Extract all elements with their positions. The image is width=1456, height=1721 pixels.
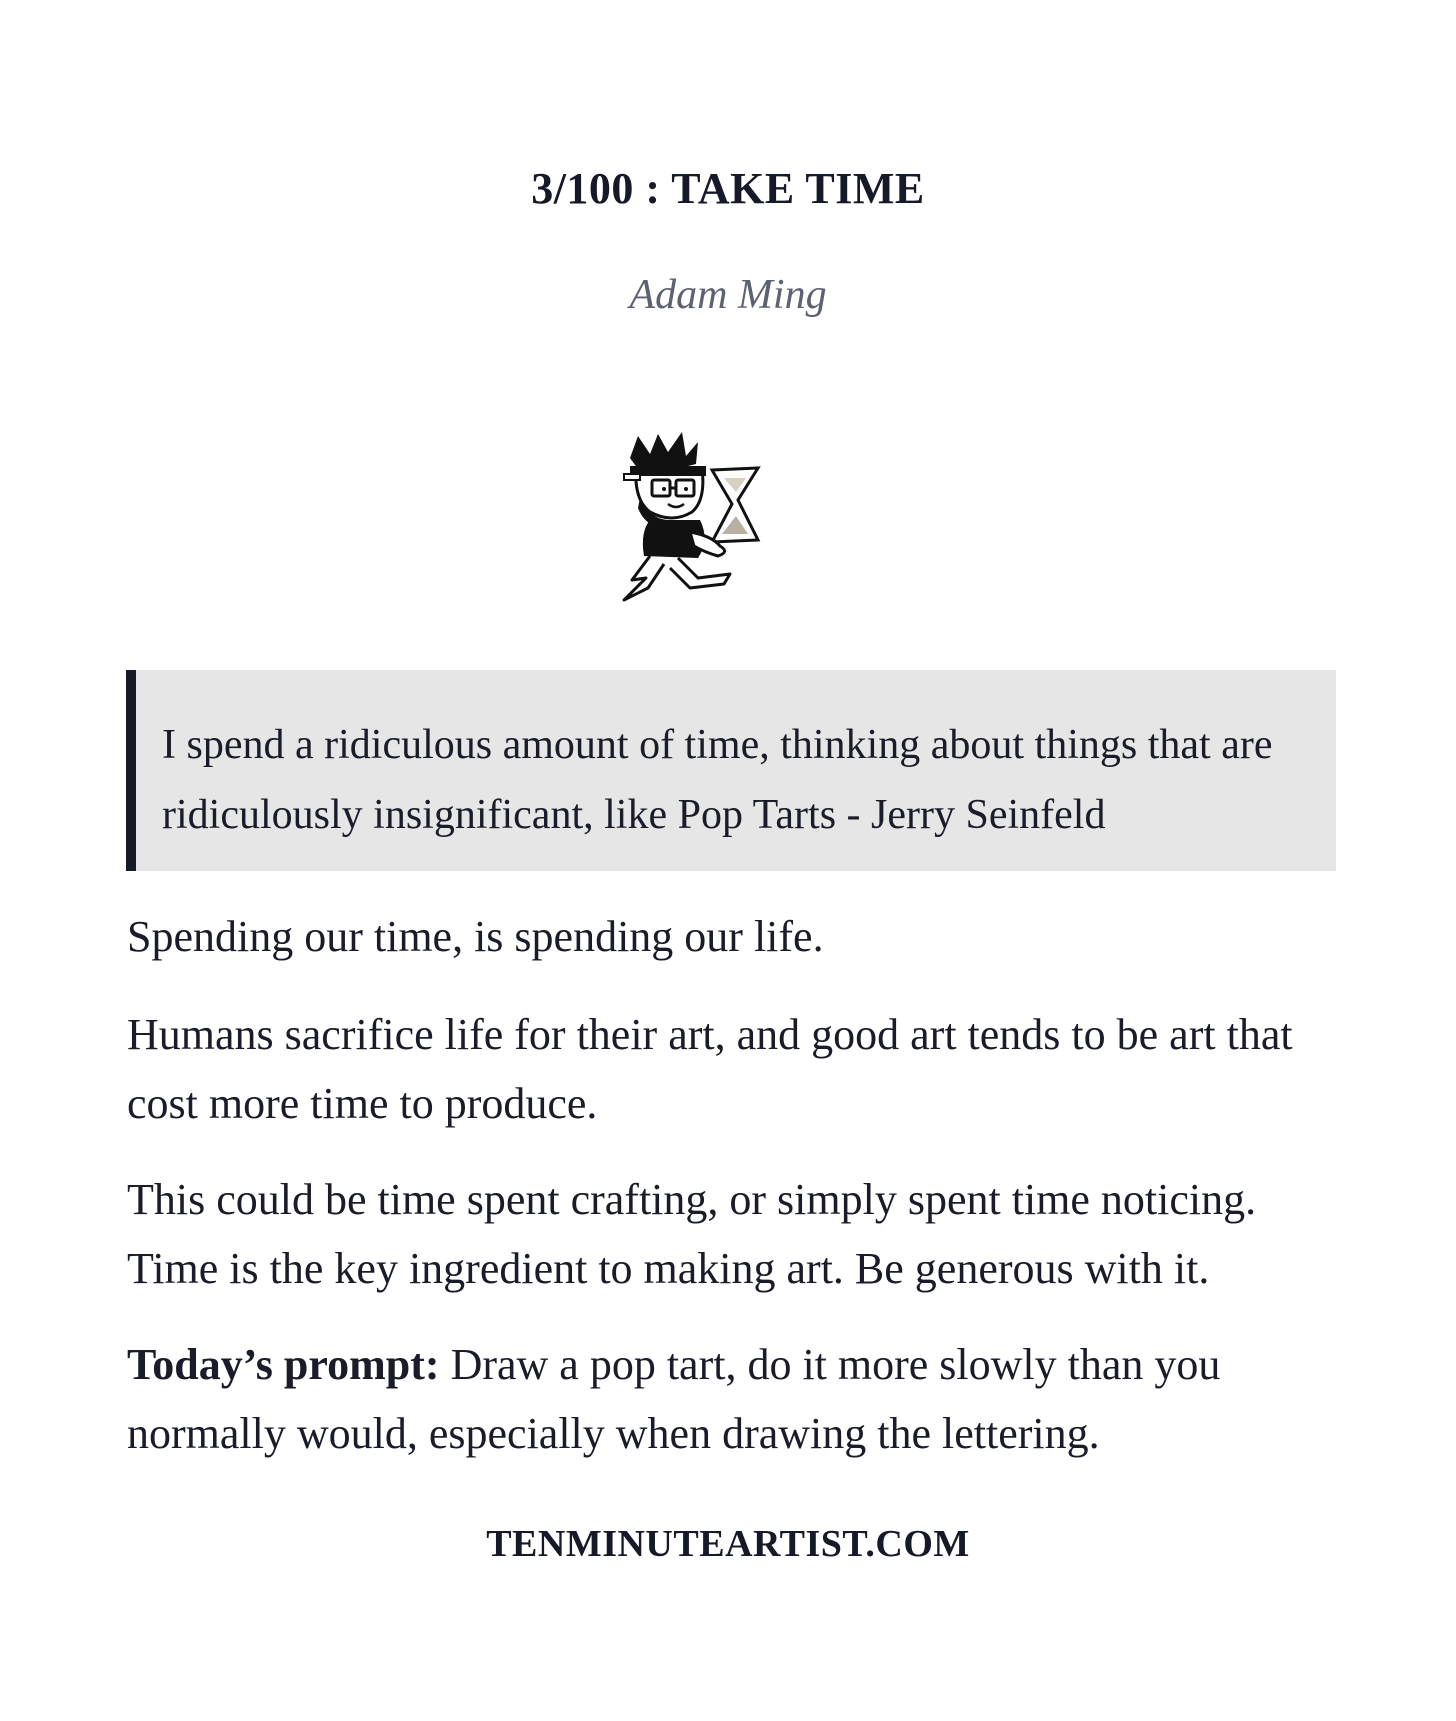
site-url: TENMINUTEARTIST.COM (486, 1523, 970, 1565)
body-paragraph: This could be time spent crafting, or simply spent time noticing. Time is the key ingredient to making art. Be generous with it. (127, 1175, 1257, 1293)
author-byline: Adam Ming (629, 272, 827, 318)
running-cartoon-man-with-hourglass-icon (620, 428, 780, 604)
prompt-text: Draw a pop tart, do it more slowly than you normally would, especially when drawing the lettering. (127, 1340, 1221, 1458)
body-paragraph: Spending our time, is spending our life. (127, 912, 824, 961)
prompt-label: Today’s prompt: (127, 1340, 440, 1389)
prompt-paragraph (127, 1330, 1347, 1468)
body-paragraph: Humans sacrifice life for their art, and good art tends to be art that cost more time to produce. (127, 1010, 1293, 1128)
blockquote: I spend a ridiculous amount of time, thinking about things that are ridiculously insignificant, like Pop Tarts - Jerry Seinfeld (126, 670, 1336, 871)
page-title: 3/100 : TAKE TIME (531, 164, 925, 213)
